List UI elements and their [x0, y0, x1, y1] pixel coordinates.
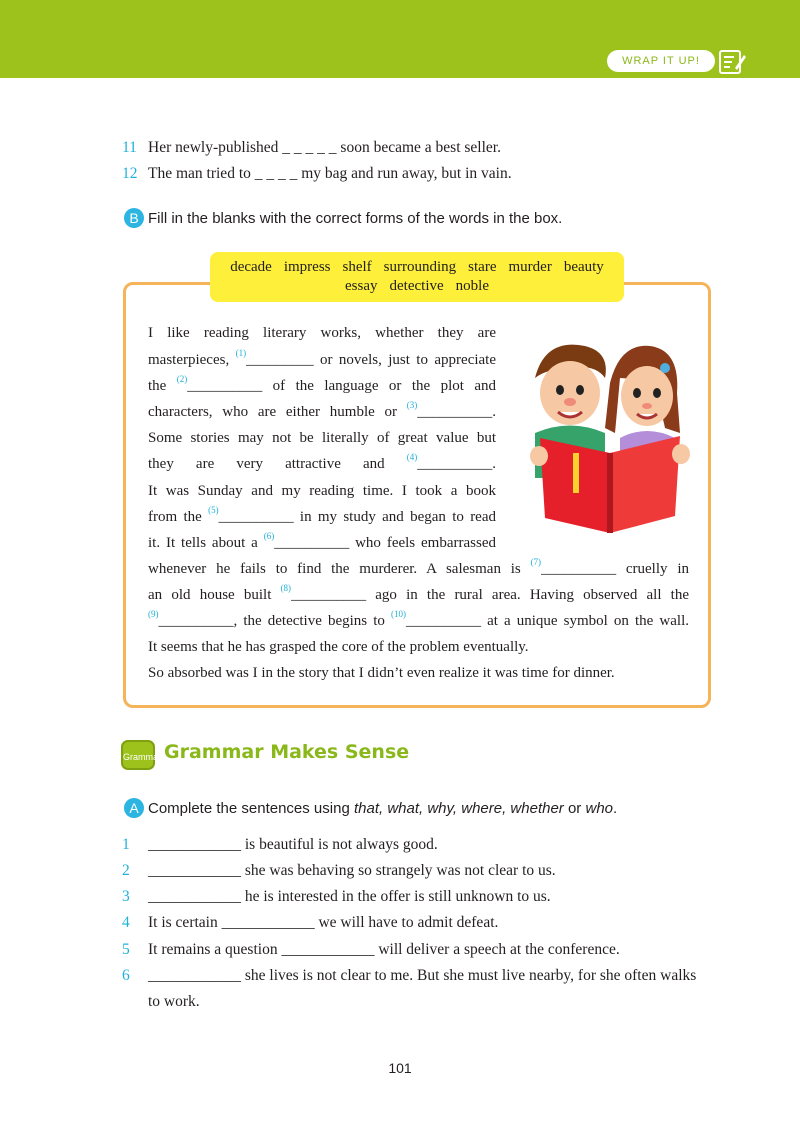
- part-a-badge: A: [124, 798, 144, 818]
- passage-text: __________ of the language or the plot and: [187, 378, 496, 394]
- children-reading-illustration: [525, 338, 695, 538]
- grammar-badge: Grammar: [121, 740, 155, 770]
- passage-text: they are very attractive and: [148, 456, 407, 472]
- item-number: 11: [122, 139, 137, 156]
- blank-number: (1): [235, 348, 247, 358]
- word-box-word: detective: [389, 278, 444, 294]
- part-a-instruction: [124, 798, 617, 818]
- list-item: [122, 888, 551, 906]
- word-box-word: beauty: [563, 259, 604, 275]
- blank-number: (2): [176, 374, 188, 384]
- passage-text: __________ in my study and began to read: [218, 509, 496, 525]
- passage-line: [148, 483, 496, 500]
- item-number: 5: [122, 941, 130, 958]
- item-text: ____________ she lives is not clear to me. But she must live nearby, for she often walks: [148, 967, 697, 984]
- passage-line: [148, 374, 496, 395]
- passage-text: an old house built: [148, 587, 281, 603]
- instruction-text: Fill in the blanks with the correct forms of the words in the box.: [148, 210, 563, 227]
- item-text: It remains a question ____________ will deliver a speech at the conference.: [148, 941, 620, 958]
- word-box: [210, 252, 624, 302]
- blank-number: (5): [208, 505, 219, 515]
- list-item: [122, 941, 620, 959]
- word-box-row: [210, 259, 624, 276]
- list-item: [122, 914, 498, 932]
- passage-text: it. It tells about a: [148, 535, 264, 551]
- blank-number: (3): [406, 400, 418, 410]
- item-number: 1: [122, 836, 130, 853]
- blank-number: (7): [530, 557, 542, 567]
- passage-text: from the: [148, 509, 209, 525]
- word-box-word: essay: [345, 278, 378, 294]
- passage-text: It seems that he has grasped the core of the problem eventually.: [148, 639, 529, 655]
- list-item: [122, 862, 556, 880]
- passage-text: __________.: [417, 456, 496, 472]
- passage-line: [148, 531, 496, 552]
- list-item: [122, 836, 438, 854]
- word-box-row: [210, 278, 624, 295]
- blank-number: (4): [406, 452, 418, 462]
- passage-text: the: [148, 378, 177, 394]
- instruction-keywords: that, what, why, where, whether: [353, 800, 564, 817]
- blank-number: (6): [263, 531, 275, 541]
- blank-number: (8): [280, 583, 292, 593]
- list-item-continuation: to work.: [148, 993, 200, 1010]
- item-number: 12: [122, 165, 138, 182]
- item-number: 6: [122, 967, 130, 984]
- instruction-text: Complete the sentences using: [148, 800, 354, 817]
- passage-line: [148, 609, 689, 630]
- item-number: 4: [122, 914, 130, 931]
- item-number: 2: [122, 862, 130, 879]
- part-b-badge: B: [124, 208, 144, 228]
- part-b-instruction: [124, 208, 562, 228]
- passage-line: [148, 665, 615, 682]
- word-box-word: impress: [283, 259, 331, 275]
- item-text: It is certain ____________ we will have to admit defeat.: [148, 914, 499, 931]
- item-text: The man tried to _ _ _ _ my bag and run away, but in vain.: [148, 165, 512, 182]
- item-text: ____________ she was behaving so strangely was not clear to us.: [148, 862, 556, 879]
- passage-line: [148, 400, 496, 421]
- passage-line: [148, 557, 689, 578]
- word-box-word: murder: [508, 259, 552, 275]
- word-box-word: decade: [230, 259, 272, 275]
- passage-text: __________ ago in the rural area. Having observed all the: [291, 587, 690, 603]
- list-item: [122, 139, 501, 157]
- word-box-word: shelf: [342, 259, 372, 275]
- item-text: ____________ is beautiful is not always good.: [148, 836, 438, 853]
- passage-text: __________ at a unique symbol on the wall.: [405, 613, 689, 629]
- passage-line: [148, 583, 690, 604]
- item-text: Her newly-published _ _ _ _ _ soon became a best seller.: [148, 139, 501, 156]
- passage-text: It was Sunday and my reading time. I took a book: [148, 483, 496, 499]
- passage-line: [148, 430, 496, 447]
- passage-line: [148, 348, 496, 369]
- page-number: 101: [388, 1060, 412, 1076]
- passage-line: [148, 505, 496, 526]
- instruction-text: or: [563, 800, 586, 817]
- passage-text: __________ cruelly in: [541, 561, 689, 577]
- passage-text: _________ or novels, just to appreciate: [246, 352, 496, 368]
- word-box-word: surrounding: [383, 259, 457, 275]
- passage-text: characters, who are either humble or: [148, 404, 407, 420]
- instruction-keyword: who: [585, 800, 614, 817]
- blank-number: (9): [148, 609, 159, 619]
- section-title: Grammar Makes Sense: [164, 741, 410, 763]
- blank-number: (10): [390, 609, 406, 619]
- word-box-word: noble: [455, 278, 489, 294]
- passage-line: [148, 452, 496, 473]
- passage-line: [148, 325, 496, 342]
- list-item: [122, 165, 512, 183]
- passage-text: __________ who feels embarrassed: [274, 535, 496, 551]
- passage-text: So absorbed was I in the story that I didn’t even realize it was time for dinner.: [148, 665, 615, 681]
- word-box-word: stare: [468, 259, 497, 275]
- item-text: ____________ he is interested in the offer is still unknown to us.: [148, 888, 551, 905]
- passage-text: __________.: [417, 404, 496, 420]
- passage-text: whenever he fails to find the murderer. A salesman is: [148, 561, 531, 577]
- passage-text: Some stories may not be literally of great value but: [148, 430, 496, 446]
- notepad-pencil-icon: [717, 46, 747, 76]
- passage-text: I like reading literary works, whether they are: [148, 325, 496, 341]
- section-label: WRAP IT UP!: [607, 50, 715, 72]
- instruction-text: .: [613, 800, 618, 817]
- list-item: [122, 967, 696, 985]
- passage-line: [148, 639, 529, 656]
- passage-text: masterpieces,: [148, 352, 236, 368]
- item-number: 3: [122, 888, 130, 905]
- passage-text: __________, the detective begins to: [158, 613, 391, 629]
